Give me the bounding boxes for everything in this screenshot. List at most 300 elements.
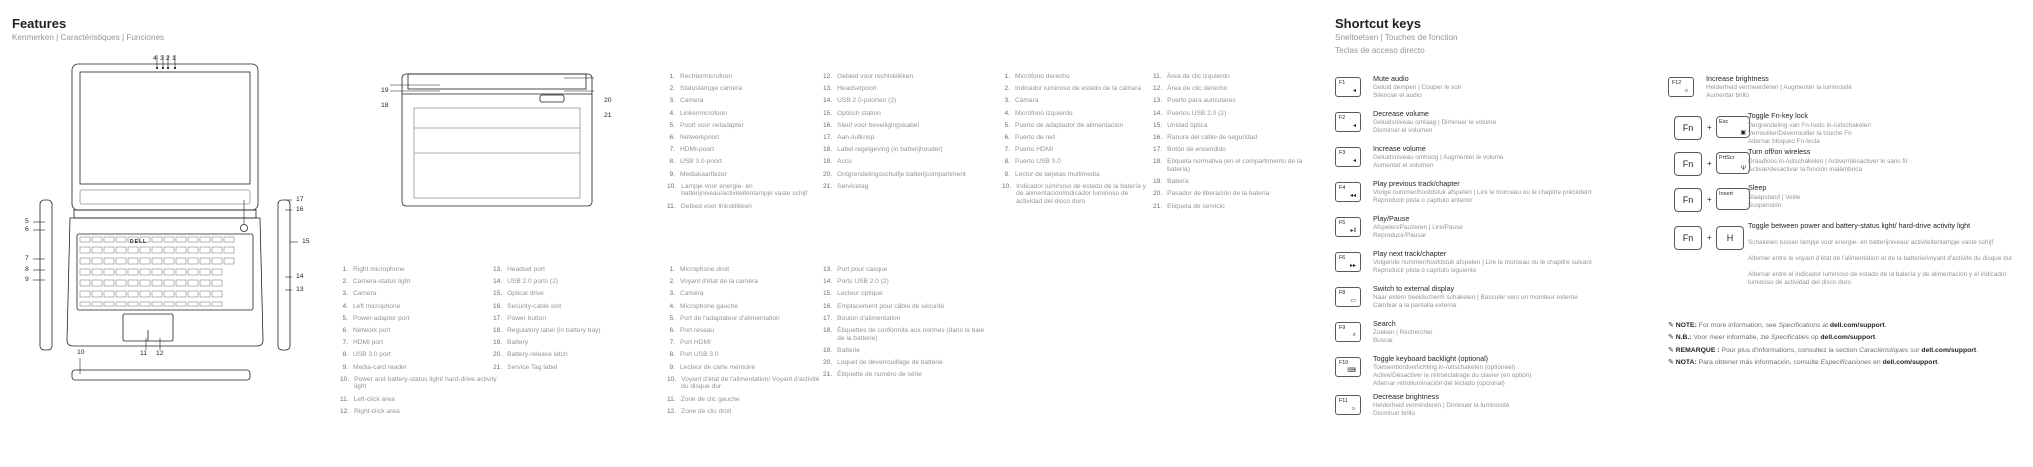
keyboard-key (80, 291, 90, 297)
feature-number: 7. (342, 339, 348, 347)
feature-label: Gebied voor linksklikken (680, 202, 752, 210)
feature-item (823, 183, 983, 191)
callout-4: 4 (153, 55, 157, 62)
feature-label: Pasador de liberación de la batería (1167, 190, 1270, 198)
feature-label: Puerto de red (1015, 133, 1055, 141)
feature-label: Área de clic izquierdo (1166, 73, 1230, 80)
shortcut-title: Decrease brightness (1373, 392, 1439, 401)
feature-number: 17. (1153, 146, 1163, 154)
shortcut-f11 (1335, 392, 1605, 422)
shortcut-description: Geluid dempen | Couper le son (1373, 84, 1462, 91)
feature-label: Étiquettes de conformité aux normes (dans la baie de la batterie) (837, 326, 985, 342)
callout-10: 10 (77, 349, 85, 356)
shortcut-description: Disminuir el volumen (1373, 127, 1433, 134)
shortcut-title: Switch to external display (1373, 284, 1455, 293)
feature-label: Microphone gauche (680, 302, 738, 310)
feature-label: Puerto de adaptador de alimentación (1015, 121, 1124, 129)
feature-item (823, 85, 983, 93)
shortcut-description: Zoeken | Rechercher (1373, 329, 1433, 336)
feature-label: Port pour casque (837, 266, 888, 273)
shortcut-f9 (1335, 319, 1605, 349)
shortcut-description: Toetsenbordverlichting in-/uitschakelen (optioneel) (1373, 364, 1516, 371)
feature-number: 15. (493, 290, 503, 298)
keyboard-key (188, 247, 198, 253)
keyboard-key (104, 237, 114, 242)
note-text: op (1809, 334, 1821, 342)
keyboard-key (140, 302, 150, 306)
feature-number: 5. (669, 121, 675, 129)
feature-item (667, 73, 822, 81)
feature-label: Media-card reader (353, 363, 407, 371)
feature-label: Poort voor netadapter (680, 121, 744, 129)
keyboard-key (188, 280, 198, 286)
keyboard-key (200, 237, 210, 242)
feature-item (823, 347, 988, 355)
shortcut-f12-title: Increase brightness (1706, 74, 1769, 83)
feature-number: 3. (669, 97, 675, 105)
feature-label: Área de clic derecho (1167, 85, 1228, 93)
feature-label: Microphone droit (680, 266, 730, 273)
keyboard-key (116, 247, 126, 253)
note-end: . (1937, 359, 1940, 367)
shortcut-f1 (1335, 74, 1605, 104)
feature-number: 11. (340, 395, 349, 403)
shortcut-description: Alternar retroiluminación del teclado (opcional) (1373, 380, 1505, 387)
feature-label: Battery-release latch (507, 351, 568, 359)
keyboard-key (152, 237, 162, 242)
feature-label: Security-cable slot (507, 302, 562, 310)
shortcut-title: Mute audio (1373, 74, 1409, 83)
keyboard-key (92, 269, 102, 275)
feature-label: Headset port (507, 266, 545, 273)
feature-item (340, 339, 500, 347)
feature-item (823, 110, 983, 118)
feature-item (667, 97, 822, 105)
callout-1: 1 (172, 55, 176, 62)
feature-label: Port de l'adaptateur d'alimentation (680, 314, 780, 322)
note-end: . (1875, 334, 1878, 342)
feature-label: Rechtermicrofoon (680, 73, 733, 80)
keyboard-key (164, 258, 174, 264)
feature-number: 9. (342, 363, 348, 371)
feature-number: 19. (823, 346, 833, 354)
feature-item (1153, 122, 1313, 130)
feature-item (340, 376, 500, 392)
feature-number: 7. (669, 339, 675, 347)
note-line (1668, 322, 1988, 330)
note-emphasis: Especificaciones (1820, 359, 1872, 367)
feature-label: Service Tag label (507, 363, 558, 371)
feature-item (493, 303, 663, 311)
shortcut-column-2 (1668, 74, 2013, 334)
feature-item (340, 290, 500, 298)
feature-number: 9. (669, 170, 675, 178)
feature-item (340, 303, 500, 311)
keyboard-key (140, 247, 150, 253)
feature-number: 5. (342, 314, 348, 322)
keyboard-key (128, 269, 138, 275)
keyboard-key (212, 291, 222, 297)
feature-label: Port réseau (680, 326, 715, 334)
feature-item (667, 351, 822, 359)
feature-item (667, 396, 822, 404)
shortcut-f12-desc-1: Helderheid vermeerderen | Augmenter la luminosité (1706, 84, 1852, 91)
search-icon: ⌕ (1352, 332, 1356, 338)
feature-item (823, 73, 983, 81)
note-text: Para obtener más información, consulte (1698, 359, 1821, 367)
features-subtitle: Kenmerken | Caractéristiques | Funciones (12, 33, 165, 42)
keyboard-key (128, 258, 138, 264)
shortcut-description: Alternar bloqueo Fn-tecla (1748, 138, 1820, 145)
feature-number: 13. (1153, 97, 1163, 105)
feature-label: Power and battery-status light/ hard-drive activity light (354, 375, 497, 391)
dutch-list-a (667, 73, 822, 215)
callout-21: 21 (604, 112, 612, 119)
feature-number: 8. (1004, 158, 1010, 166)
keyboard-key (164, 280, 174, 286)
plus-sign: + (1707, 233, 1712, 242)
support-link[interactable]: dell.com/support (1882, 359, 1938, 367)
feature-item (667, 146, 822, 154)
f10-key: F10 ⌨ (1335, 357, 1361, 377)
feature-label: USB 2.0 ports (2) (507, 278, 559, 286)
support-link[interactable]: dell.com/support (1921, 346, 1977, 354)
feature-item (1153, 190, 1313, 198)
notes-block (1668, 322, 1988, 372)
feature-label: Micrófono derecho (1015, 73, 1070, 80)
lock-icon: ▣ (1740, 130, 1746, 136)
feature-number: 5. (1004, 121, 1010, 129)
keyboard-key (140, 280, 150, 286)
feature-item (667, 376, 822, 392)
callout-6: 6 (25, 226, 29, 233)
mute-icon: ◂ (1352, 88, 1356, 94)
feature-number: 7. (1004, 146, 1010, 154)
feature-number: 1. (669, 73, 675, 80)
feature-item (667, 266, 822, 274)
keyboard-key (92, 237, 102, 242)
note-text: For more information, see (1698, 322, 1779, 329)
keyboard-key (164, 302, 174, 306)
callout-18: 18 (381, 102, 389, 109)
feature-item (1002, 183, 1152, 206)
feature-label: Zone de clic gauche (680, 395, 740, 403)
feature-label: Zone de clic droit (681, 407, 732, 415)
feature-item (667, 364, 822, 372)
feature-number: 10. (667, 182, 677, 190)
shortcut-combo-esc (1668, 112, 1998, 148)
feature-label: Left microphone (353, 302, 401, 310)
shortcut-description: Alterner entre le voyant d'état de l'alimentation et de la batterie/voyant d'activité du disque dur (1748, 255, 2013, 262)
keyboard-key (200, 247, 210, 253)
feature-label: Voyant d'état de la caméra (680, 278, 758, 286)
keyboard-key (164, 291, 174, 297)
keyboard-key (164, 269, 174, 275)
f2-key: F2 ◂ (1335, 112, 1361, 132)
f8-key: F8 ▭ (1335, 287, 1361, 307)
shortcut-description: Naar extern beeldscherm schakelen | Basculer vers un moniteur externe (1373, 294, 1578, 301)
shortcut-description: Slaapstand | Veille (1748, 194, 1801, 201)
note-emphasis: Specificaties (1770, 334, 1810, 342)
feature-item (667, 134, 822, 142)
callout-20: 20 (604, 97, 612, 104)
feature-label: Lecteur de carte mémoire (680, 363, 756, 371)
feature-item (1002, 158, 1152, 166)
feature-item (823, 158, 983, 166)
feature-label: Power-adapter port (353, 314, 410, 322)
feature-number: 20. (493, 351, 503, 359)
shortcut-combo-insert (1668, 184, 1998, 220)
feature-item (823, 97, 983, 105)
note-line (1668, 347, 1988, 355)
keyboard-key (176, 291, 186, 297)
note-text: Pour plus d'informations, consultez la section (1721, 346, 1860, 354)
feature-number: 4. (1004, 109, 1010, 117)
note-end: . (1976, 346, 1979, 354)
wireless-icon: Ψ (1740, 166, 1746, 172)
shortcut-description: Reproducir pista o capítulo anterior (1373, 197, 1473, 204)
f3-key: F3 ◂ (1335, 147, 1361, 167)
keyboard-key (176, 269, 186, 275)
note-icon: ✎ (1668, 334, 1674, 342)
feature-number: 15. (823, 290, 833, 298)
next-track-icon: ▸▸ (1349, 263, 1356, 269)
keyboard-key (140, 258, 150, 264)
fn-key: Fn (1674, 188, 1702, 212)
feature-number: 17. (493, 314, 503, 322)
support-link[interactable]: dell.com/support (1829, 322, 1885, 329)
feature-label: Right microphone (353, 266, 405, 273)
keyboard-key (104, 302, 114, 306)
keyboard-key (200, 269, 210, 275)
feature-number: 12. (340, 407, 350, 415)
keyboard-key (116, 237, 126, 242)
keyboard-key (116, 280, 126, 286)
keyboard-key (164, 247, 174, 253)
volume-up-icon: ◂ (1352, 158, 1356, 164)
feature-number: 9. (669, 363, 675, 371)
shortcut-title: Toggle Fn-key lock (1748, 111, 1808, 120)
english-list-a (340, 266, 500, 420)
feature-number: 17. (823, 314, 833, 322)
note-line (1668, 359, 1988, 367)
shortcut-description: Cambiar a la pantalla externa (1373, 302, 1457, 309)
shortcut-description: Activar/desactivar la función inalámbrica (1748, 166, 1863, 173)
shortcut-f8 (1335, 284, 1605, 314)
feature-number: 4. (669, 302, 675, 310)
feature-label: Regulatory label (in battery bay) (507, 326, 601, 334)
keyboard-key (140, 269, 150, 275)
feature-item (1002, 134, 1152, 142)
feature-label: HDMI-poort (680, 146, 715, 154)
feature-number: 18. (823, 326, 833, 334)
callout-5: 5 (25, 218, 29, 225)
fn-key: Fn (1674, 152, 1702, 176)
feature-item (667, 315, 822, 323)
feature-item (823, 327, 988, 343)
feature-item (1002, 146, 1152, 154)
feature-number: 1. (1004, 73, 1010, 80)
play-pause-icon: ▸‖ (1350, 228, 1356, 234)
feature-item (493, 327, 663, 335)
shortcut-f3 (1335, 144, 1605, 174)
feature-label: Right-click area (354, 407, 400, 415)
feature-item (340, 351, 500, 359)
spanish-list-b (1153, 73, 1313, 215)
feature-label: Loquet de déverrouillage de batterie (837, 359, 943, 367)
keyboard-key (188, 291, 198, 297)
feature-label: Camera-status light (353, 278, 411, 286)
keyboard-key (152, 247, 162, 253)
keyboard-key (200, 280, 210, 286)
keyboard-key (212, 280, 222, 286)
feature-item (340, 278, 500, 286)
plus-sign: + (1707, 159, 1712, 168)
feature-label: Ports USB 2.0 (2) (837, 278, 889, 286)
keyboard-key (104, 291, 114, 297)
feature-number: 8. (669, 158, 675, 166)
note-emphasis: Caractéristiques (1859, 346, 1909, 354)
feature-item (340, 266, 500, 274)
feature-number: 14. (823, 278, 833, 286)
feature-label: Cámara (1015, 97, 1039, 105)
keyboard-key (152, 302, 162, 306)
feature-label: Caméra (680, 290, 704, 298)
feature-item (823, 171, 983, 179)
feature-item (1153, 85, 1313, 93)
feature-label: USB 3.0-poort (680, 158, 722, 166)
dell-logo: DELL (130, 239, 148, 245)
feature-item (823, 371, 988, 379)
feature-number: 13. (823, 85, 833, 93)
callout-7: 7 (25, 255, 29, 262)
f11-key: F11 ☼ (1335, 395, 1361, 415)
feature-number: 6. (1004, 133, 1010, 141)
feature-item (667, 122, 822, 130)
keyboard-key (224, 237, 234, 242)
french-list-b (823, 266, 988, 383)
keyboard-key (128, 280, 138, 286)
feature-item (1002, 122, 1152, 130)
feature-item (1153, 158, 1313, 174)
keyboard-key (80, 269, 90, 275)
keyboard-key (80, 302, 90, 306)
feature-number: 20. (1153, 190, 1163, 198)
keyboard-key (80, 237, 90, 242)
feature-item (340, 327, 500, 335)
feature-label: Batería (1167, 178, 1189, 186)
feature-number: 16. (493, 302, 503, 310)
feature-number: 18. (493, 326, 503, 334)
keyboard-key (92, 291, 102, 297)
keyboard-key (212, 237, 222, 242)
callout-2: 2 (166, 55, 170, 62)
feature-label: HDMI port (353, 339, 384, 347)
feature-number: 17. (823, 133, 833, 141)
feature-number: 2. (1004, 85, 1010, 93)
brightness-down-icon: ☼ (1350, 406, 1356, 412)
feature-number: 18. (823, 146, 833, 154)
feature-item (493, 364, 663, 372)
feature-number: 21. (823, 371, 833, 379)
feature-label: Voyant d'état de l'alimentation/ Voyant d'activité du disque dur (681, 375, 820, 391)
feature-number: 7. (669, 146, 675, 154)
keyboard-key (140, 291, 150, 297)
feature-number: 14. (1153, 109, 1163, 117)
feature-item (1153, 97, 1313, 105)
shortcut-combo-h (1668, 221, 2013, 286)
feature-label: Netwerkpoort (680, 133, 720, 141)
shortcut-title: Search (1373, 319, 1396, 328)
keyboard-key (128, 302, 138, 306)
callout-13: 13 (296, 286, 304, 293)
feature-number: 10. (1002, 182, 1012, 190)
keyboard-backlight-icon: ⌨ (1347, 368, 1356, 374)
feature-label: Ranura del cable de seguridad (1167, 133, 1257, 141)
feature-item (493, 278, 663, 286)
feature-item (667, 327, 822, 335)
feature-number: 1. (342, 266, 348, 273)
shortcut-description: Verrouiller/Déverrouiller la touche Fn (1748, 130, 1852, 137)
feature-number: 9. (1004, 170, 1010, 178)
feature-item (667, 85, 822, 93)
display-icon: ▭ (1350, 298, 1356, 304)
feature-number: 19. (823, 158, 833, 166)
keyboard-key (188, 258, 198, 264)
feature-number: 4. (669, 109, 675, 117)
laptop-front-diagram (0, 40, 360, 385)
feature-label: Étiquette de numéro de série (837, 371, 922, 379)
f1-key: F1 ◂ (1335, 77, 1361, 97)
note-label: N.B.: (1675, 334, 1692, 342)
keyboard-key (212, 302, 222, 306)
shortcut-f10 (1335, 354, 1605, 387)
feature-label: Label regelgeving (in batterijhouder) (837, 146, 943, 154)
feature-label: Power button (507, 314, 547, 322)
insert-key: Insert (1716, 188, 1750, 210)
feature-label: Indicador luminoso de estado de la cámara (1015, 85, 1142, 93)
keyboard-key (116, 269, 126, 275)
feature-number: 13. (823, 266, 833, 273)
feature-item (667, 171, 822, 179)
feature-number: 3. (669, 290, 675, 298)
feature-label: Puertos USB 2.0 (2) (1167, 109, 1227, 117)
support-link[interactable]: dell.com/support (1820, 334, 1876, 342)
plus-sign: + (1707, 123, 1712, 132)
feature-number: 8. (342, 351, 348, 359)
shortcut-description: Alternar entre el indicador luminoso de estado de la batería y de alimentación y el indicador luminoso de actividad del disco duro (1748, 271, 2007, 286)
keyboard-key (224, 258, 234, 264)
feature-label: Bouton d'alimentation (837, 314, 901, 322)
feature-item (340, 396, 500, 404)
feature-label: USB 3.0 port (353, 351, 391, 359)
feature-label: Gebied voor rechtsklikken (837, 73, 914, 80)
feature-number: 13. (493, 266, 503, 273)
feature-label: Servicetag (837, 182, 869, 190)
shortcut-description: Active/Désactiver le rétroéclairage du clavier (en option) (1373, 372, 1532, 379)
note-label: NOTA: (1675, 359, 1697, 367)
feature-number: 2. (669, 278, 675, 286)
feature-number: 6. (342, 326, 348, 334)
keyboard-key (104, 269, 114, 275)
feature-item (667, 183, 822, 199)
feature-number: 2. (669, 85, 675, 93)
shortcut-title: Play/Pause (1373, 214, 1410, 223)
brightness-up-icon: ☼ (1683, 88, 1689, 94)
shortcut-f6 (1335, 249, 1605, 279)
keyboard-key (128, 291, 138, 297)
feature-number: 15. (1153, 121, 1163, 129)
